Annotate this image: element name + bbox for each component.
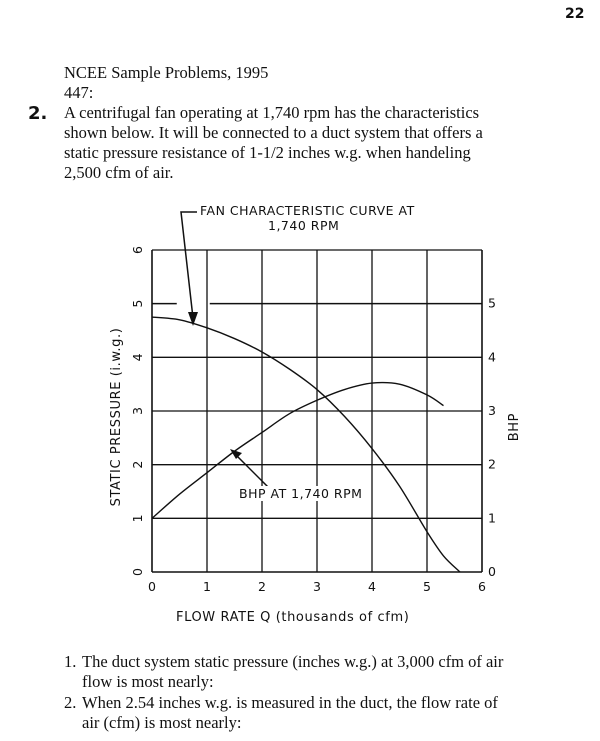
y-tick-label-right: 4: [488, 349, 496, 365]
problem-id: 447:: [64, 83, 94, 102]
question-line: The duct system static pressure (inches w.g.) at 3,000 cfm of air: [82, 652, 504, 671]
x-tick-label: 0: [148, 579, 156, 594]
bhp-arrow-line: [236, 455, 268, 487]
x-tick-label: 6: [478, 579, 486, 594]
x-axis-label: FLOW RATE Q (thousands of cfm): [176, 610, 410, 625]
chart-title-line2: 1,740 RPM: [268, 218, 340, 233]
chart-ticks: [130, 246, 496, 594]
question-number: 2.: [64, 693, 77, 712]
question-number: 1.: [64, 652, 77, 671]
y-tick-label-right: 0: [488, 564, 496, 579]
y-tick-label-left: 2: [130, 460, 145, 469]
statement-line: shown below. It will be connected to a duct system that offers a: [64, 123, 483, 142]
chart-grid: [152, 250, 482, 572]
x-tick-label: 2: [258, 579, 266, 594]
x-tick-label: 5: [423, 579, 431, 594]
statement-line: 2,500 cfm of air.: [64, 163, 174, 182]
page-number: 22: [565, 6, 585, 22]
source-heading: NCEE Sample Problems, 1995: [64, 63, 269, 82]
y-tick-label-right: 5: [488, 295, 496, 311]
question-line: flow is most nearly:: [82, 672, 214, 691]
problem-number: 2.: [28, 103, 48, 124]
y-tick-label-left: 1: [130, 514, 145, 523]
y-tick-label-left: 3: [130, 407, 145, 415]
y-axis-label-right: BHP: [507, 412, 522, 442]
y-tick-label-right: 3: [488, 403, 496, 418]
y-tick-label-left: 6: [130, 246, 145, 254]
question-line: air (cfm) is most nearly:: [82, 713, 242, 732]
y-tick-label-left: 0: [130, 568, 145, 576]
y-tick-label-right: 2: [488, 456, 496, 472]
title-arrow-line: [181, 212, 197, 318]
y-tick-label-right: 1: [488, 510, 496, 526]
y-axis-label-left: STATIC PRESSURE (i.w.g.): [109, 327, 124, 507]
x-tick-label: 3: [313, 579, 321, 594]
x-tick-label: 4: [368, 579, 376, 594]
y-tick-label-left: 4: [130, 353, 145, 362]
y-tick-label-left: 5: [130, 299, 145, 308]
question-line: When 2.54 inches w.g. is measured in the duct, the flow rate of: [82, 693, 498, 712]
fan-curve-line: [152, 317, 460, 572]
chart-labels: [109, 328, 522, 507]
x-tick-label: 1: [203, 579, 211, 594]
chart-title-line1: FAN CHARACTERISTIC CURVE AT: [200, 203, 415, 218]
bhp-annotation: BHP AT 1,740 RPM: [236, 486, 365, 501]
statement-line: static pressure resistance of 1-1/2 inches w.g. when handeling: [64, 143, 471, 162]
statement-line: A centrifugal fan operating at 1,740 rpm has the characteristics: [64, 103, 480, 122]
